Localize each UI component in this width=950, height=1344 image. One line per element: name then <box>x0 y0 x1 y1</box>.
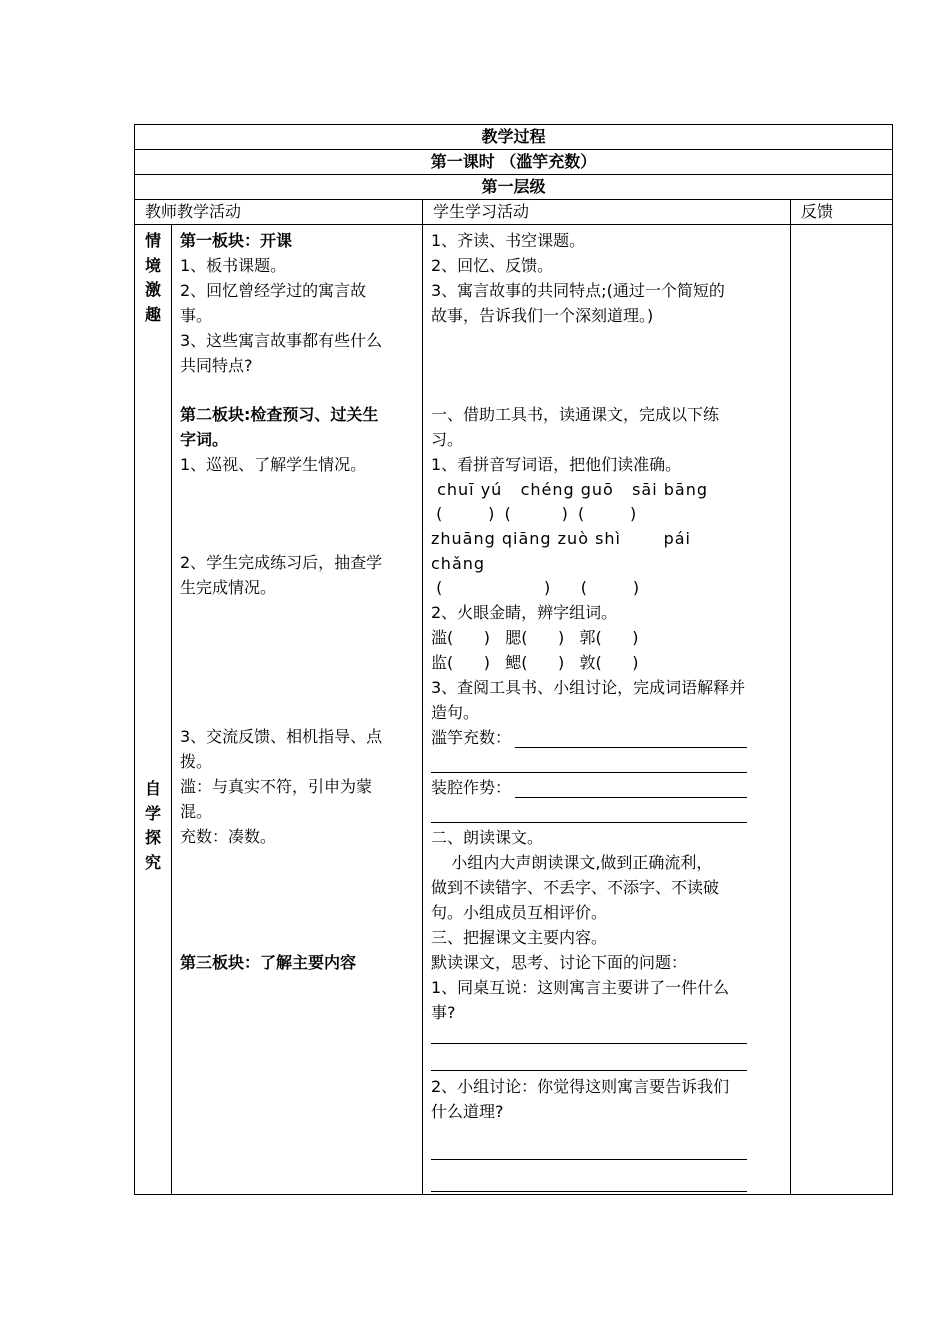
teacher-activities <box>172 225 423 1195</box>
student-line: 3、查阅工具书、小组讨论，完成词语解释并 <box>431 678 746 697</box>
student-line: 小组内大声朗读课文,做到正确流利， <box>431 853 713 872</box>
answer-line[interactable] <box>431 822 747 823</box>
teacher-line: 拨。 <box>180 752 213 771</box>
feedback-column-header: 反馈 <box>791 200 893 225</box>
answer-line[interactable] <box>515 797 747 798</box>
student-column-header: 学生学习活动 <box>423 200 791 225</box>
answer-line[interactable] <box>515 747 747 748</box>
student-line: 二、朗读课文。 <box>431 828 544 847</box>
student-line: 做到不读错字、不丢字、不添字、不读破 <box>431 878 720 897</box>
student-line: 习。 <box>431 430 464 449</box>
answer-line[interactable] <box>431 772 747 773</box>
teacher-line: 生完成情况。 <box>180 578 277 597</box>
teacher-line: 3、交流反馈、相机指导、点 <box>180 727 383 746</box>
teacher-line: 2、回忆曾经学过的寓言故 <box>180 281 367 300</box>
block1-title: 第一板块：开课 <box>180 231 293 250</box>
student-line: 故事，告诉我们一个深刻道理。) <box>431 306 654 325</box>
feedback-cell[interactable] <box>791 225 893 1195</box>
block2-title: 第二板块:检查预习、过关生 <box>180 405 379 424</box>
teacher-line: 1、巡视、了解学生情况。 <box>180 455 367 474</box>
word-entry-2: 装腔作势： <box>431 778 512 797</box>
teacher-line: 共同特点? <box>180 356 253 375</box>
answer-line[interactable] <box>431 1159 747 1160</box>
student-line: 三、把握课文主要内容。 <box>431 928 608 947</box>
student-line: 2、小组讨论：你觉得这则寓言要告诉我们 <box>431 1077 730 1096</box>
table-title: 教学过程 <box>135 125 893 150</box>
teacher-line: 滥：与真实不符，引申为蒙 <box>180 777 373 796</box>
section-label-situation: 情 境 激 趣 <box>144 231 161 324</box>
student-line: 造句。 <box>431 703 480 722</box>
answer-parens-row-2: ( ) ( ) <box>431 578 640 597</box>
teacher-line: 1、板书课题。 <box>180 256 287 275</box>
block2-title-cont: 字词。 <box>180 430 229 449</box>
teacher-column-header: 教师教学活动 <box>135 200 423 225</box>
student-line: 2、回忆、反馈。 <box>431 256 554 275</box>
student-line: 事? <box>431 1003 456 1022</box>
lesson-plan-table <box>134 124 893 1195</box>
student-line: 2、火眼金睛，辨字组词。 <box>431 603 618 622</box>
teacher-line: 3、这些寓言故事都有些什么 <box>180 331 383 350</box>
lesson-title: 第一课时 （滥竽充数） <box>135 150 893 175</box>
section-label-self-study: 自 学 探 究 <box>144 779 161 872</box>
char-compare-row-2: 监( ) 鳃( ) 敦( ) <box>431 653 639 672</box>
answer-line[interactable] <box>431 1070 747 1071</box>
student-line: 1、同桌互说：这则寓言主要讲了一件什么 <box>431 978 730 997</box>
section-labels <box>135 225 172 1195</box>
pinyin-row-2: zhuāng qiāng zuò shì pái <box>431 529 691 548</box>
student-line: 1、看拼音写词语，把他们读准确。 <box>431 455 682 474</box>
lesson-plan-table-wrapper <box>134 124 892 1195</box>
student-line: 一、借助工具书，读通课文，完成以下练 <box>431 405 720 424</box>
student-line: 句。小组成员互相评价。 <box>431 903 608 922</box>
teacher-line: 事。 <box>180 306 213 325</box>
student-line: 1、齐读、书空课题。 <box>431 231 586 250</box>
student-line: 3、寓言故事的共同特点;(通过一个简短的 <box>431 281 725 300</box>
teacher-line: 充数：凑数。 <box>180 827 277 846</box>
pinyin-row-2-cont: chǎng <box>431 554 486 573</box>
answer-line[interactable] <box>431 1191 747 1192</box>
level-title: 第一层级 <box>135 175 893 200</box>
student-line: 默读课文，思考、讨论下面的问题： <box>431 953 688 972</box>
teacher-line: 2、学生完成练习后，抽查学 <box>180 553 383 572</box>
student-line: 什么道理? <box>431 1102 504 1121</box>
student-activities <box>423 225 791 1195</box>
answer-line[interactable] <box>431 1043 747 1044</box>
pinyin-row-1: chuī yú chéng guō sāi bāng <box>431 480 708 499</box>
block3-title: 第三板块：了解主要内容 <box>180 953 357 972</box>
char-compare-row-1: 滥( ) 腮( ) 郭( ) <box>431 628 639 647</box>
answer-parens-row-1: ( ) ( ) ( ) <box>431 504 637 523</box>
word-entry-1: 滥竽充数： <box>431 728 512 747</box>
teacher-line: 混。 <box>180 802 213 821</box>
